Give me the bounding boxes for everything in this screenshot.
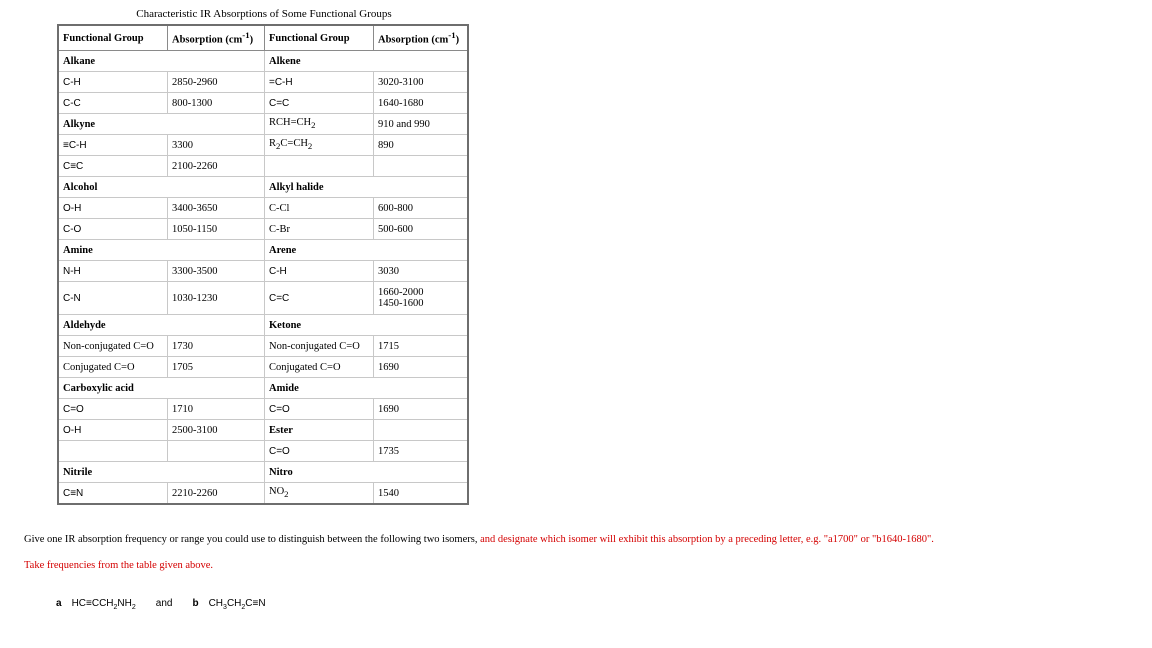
absorption-cell: 1660-2000 1450-1600 [374,282,469,315]
absorption-cell [374,156,469,177]
table-row [58,441,468,462]
table-row [58,135,468,156]
table-row [58,315,468,336]
table-row [58,114,468,135]
table-instruction: Take frequencies from the table given above. [24,560,214,571]
bond-cell: C-N [58,282,168,315]
group-label: Nitrile [58,462,265,483]
bond-cell: $R_2C=CH_2$ [265,135,374,156]
table-row [58,420,468,441]
ir-absorption-table [57,24,469,505]
group-label: Aldehyde [58,315,265,336]
table-row [58,156,468,177]
absorption-cell: 3020-3100 [374,72,469,93]
bond-cell: O-H [58,198,168,219]
table-row [58,336,468,357]
absorption-cell: 2210-2260 [168,483,265,505]
bond-cell: C-Br [265,219,374,240]
bond-cell: C=O [265,399,374,420]
absorption-cell: 1690 [374,399,469,420]
absorption-cell: 3400-3650 [168,198,265,219]
bond-cell [265,156,374,177]
absorption-cell: 1050-1150 [168,219,265,240]
absorption-cell: 890 [374,135,469,156]
bond-cell: C-H [265,261,374,282]
header-absorption: Absorption $(cm^{-1})$ [168,25,265,51]
isomer-a-label: a [56,598,62,609]
table-row [58,357,468,378]
header-absorption: Absorption $(cm^{-1})$ [374,25,469,51]
table-row [58,282,468,315]
absorption-cell: 3030 [374,261,469,282]
bond-cell: C-O [58,219,168,240]
bond-cell: $NO_2$ [265,483,374,505]
group-label: Alkane [58,51,265,72]
group-label: Ketone [265,315,469,336]
bond-cell: =C-H [265,72,374,93]
group-label: Amine [58,240,265,261]
group-label: Amide [265,378,469,399]
header-functional-group: Functional Group [265,25,374,51]
group-label: Alkyne [58,114,265,135]
table-row [58,93,468,114]
isomer-b-formula: $CH_3CH_2C\equiv N$ [208,598,266,611]
bond-cell: Conjugated C=O [58,357,168,378]
bond-cell: C=O [265,441,374,462]
group-label: Ester [265,420,374,441]
table-header-row [58,25,468,51]
group-label: Nitro [265,462,469,483]
absorption-cell: 1540 [374,483,469,505]
bond-cell: ≡C-H [58,135,168,156]
absorption-cell: 1690 [374,357,469,378]
isomer-a-formula: $HC\equiv CCH_2NH_2$ [71,598,136,611]
bond-cell: Non-conjugated C=O [58,336,168,357]
bond-cell: C-H [58,72,168,93]
group-label: Arene [265,240,469,261]
absorption-cell: 1710 [168,399,265,420]
bond-cell: C=O [58,399,168,420]
absorption-cell: 2500-3100 [168,420,265,441]
and-text: and [155,598,173,609]
absorption-cell: 2100-2260 [168,156,265,177]
table-row [58,72,468,93]
group-label: Carboxylic acid [58,378,265,399]
isomer-b-label: b [192,598,199,609]
question-part: Give one IR absorption frequency or range you could use to distinguish between the following two isomers, [24,534,481,545]
absorption-cell: 1705 [168,357,265,378]
bond-cell: C=C [265,93,374,114]
absorption-cell: 3300 [168,135,265,156]
absorption-cell: 1730 [168,336,265,357]
absorption-cell [374,420,469,441]
table-row [58,399,468,420]
table-row [58,483,468,505]
table-row [58,219,468,240]
absorption-cell: 3300-3500 [168,261,265,282]
isomer-pair [56,598,266,611]
absorption-cell: 1715 [374,336,469,357]
bond-cell: C≡C [58,156,168,177]
table-row [58,198,468,219]
bond-cell: O-H [58,420,168,441]
absorption-cell: 1030-1230 [168,282,265,315]
table-row [58,177,468,198]
table-row [58,378,468,399]
group-label: Alkyl halide [265,177,469,198]
bond-cell: C=C [265,282,374,315]
absorption-cell [168,441,265,462]
bond-cell: C-Cl [265,198,374,219]
absorption-cell: 910 and 990 [374,114,469,135]
bond-cell [58,441,168,462]
absorption-cell: 800-1300 [168,93,265,114]
absorption-cell: 600-800 [374,198,469,219]
bond-cell: N-H [58,261,168,282]
absorption-cell: 500-600 [374,219,469,240]
bond-cell: C≡N [58,483,168,505]
bond-cell: Conjugated C=O [265,357,374,378]
table-row [58,240,468,261]
table-caption: Characteristic IR Absorptions of Some Functional Groups [136,8,392,20]
group-label: Alcohol [58,177,265,198]
bond-cell: Non-conjugated C=O [265,336,374,357]
header-functional-group: Functional Group [58,25,168,51]
bond-cell: C-C [58,93,168,114]
absorption-cell: 1735 [374,441,469,462]
absorption-cell: 2850-2960 [168,72,265,93]
table-row [58,261,468,282]
table-row [58,51,468,72]
bond-cell: $RCH=CH_2$ [265,114,374,135]
absorption-cell: 1640-1680 [374,93,469,114]
question-instruction-red: and designate which isomer will exhibit this absorption by a preceding letter, e.g. "a1700" or "b1640-1680". [480,534,934,545]
question-text [24,534,934,545]
group-label: Alkene [265,51,469,72]
table-row [58,462,468,483]
